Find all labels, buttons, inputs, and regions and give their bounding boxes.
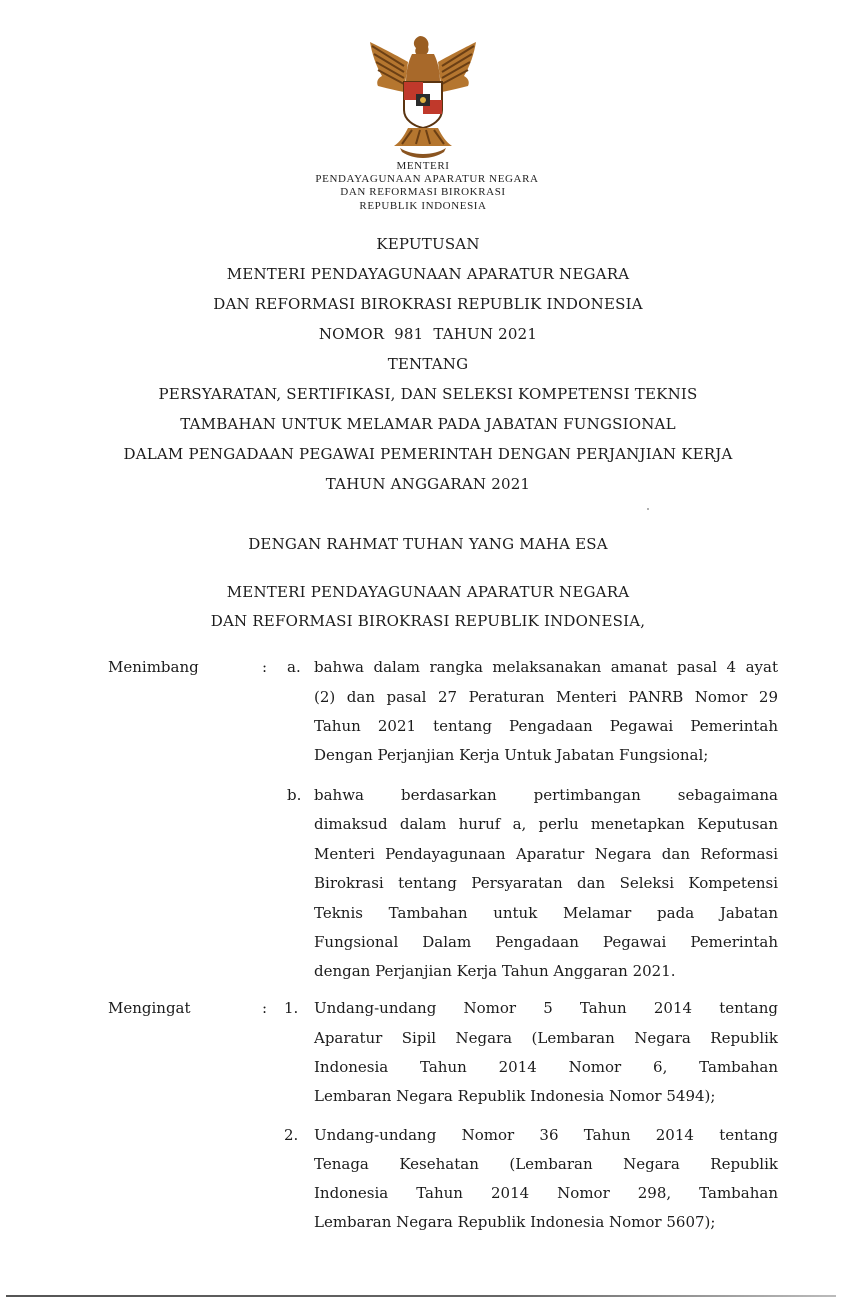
garuda-emblem-icon: [364, 32, 482, 160]
paragraph-line: (2) dan pasal 27 Peraturan Menteri PANRB Nomor 29: [314, 688, 778, 706]
paragraph-line: Undang-undang Nomor 5 Tahun 2014 tentang: [314, 999, 778, 1017]
paragraph-line: Tenaga Kesehatan (Lembaran Negara Republik: [314, 1155, 778, 1173]
paragraph-line: Birokrasi tentang Persyaratan dan Seleksi Kompetensi: [314, 874, 778, 892]
item-marker: a.: [287, 658, 301, 676]
paragraph-line: Tahun 2021 tentang Pengadaan Pegawai Pemerintah: [314, 717, 778, 735]
paragraph-line: Undang-undang Nomor 36 Tahun 2014 tentang: [314, 1126, 778, 1144]
scan-speck: [647, 508, 649, 510]
letterhead-minister: MENTERI: [396, 160, 450, 172]
paragraph-line: Dengan Perjanjian Kerja Untuk Jabatan Fungsional;: [314, 746, 709, 764]
issuer-line-2: DAN REFORMASI BIROKRASI REPUBLIK INDONESIA: [213, 295, 643, 313]
subject-line-2: TAMBAHAN UNTUK MELAMAR PADA JABATAN FUNGSIONAL: [180, 415, 676, 433]
paragraph-line: Lembaran Negara Republik Indonesia Nomor 5607);: [314, 1213, 716, 1231]
document-type: KEPUTUSAN: [376, 235, 480, 253]
paragraph-line: Teknis Tambahan untuk Melamar pada Jabatan: [314, 904, 778, 922]
paragraph-line: Menteri Pendayagunaan Aparatur Negara dan Reformasi: [314, 845, 778, 863]
menimbang-label: Menimbang: [108, 658, 199, 676]
paragraph-line: Indonesia Tahun 2014 Nomor 298, Tambahan: [314, 1184, 778, 1202]
issuer-line-1: MENTERI PENDAYAGUNAAN APARATUR NEGARA: [226, 265, 630, 283]
decree-number: NOMOR 981 TAHUN 2021: [318, 325, 538, 343]
paragraph-line: dimaksud dalam huruf a, perlu menetapkan Keputusan: [314, 815, 778, 833]
paragraph-line: bahwa berdasarkan pertimbangan sebagaimana: [314, 786, 778, 804]
paragraph-line: Indonesia Tahun 2014 Nomor 6, Tambahan: [314, 1058, 778, 1076]
subject-line-4: TAHUN ANGGARAN 2021: [325, 475, 531, 493]
paragraph-line: Aparatur Sipil Negara (Lembaran Negara Republik: [314, 1029, 778, 1047]
letterhead-country: REPUBLIK INDONESIA: [359, 200, 487, 212]
scan-edge-line: [6, 1295, 836, 1297]
subject-line-3: DALAM PENGADAAN PEGAWAI PEMERINTAH DENGAN PERJANJIAN KERJA: [123, 445, 733, 463]
letterhead-ministry-name-2: DAN REFORMASI BIROKRASI: [340, 186, 506, 198]
item-marker: 1.: [284, 999, 299, 1017]
paragraph-line: Fungsional Dalam Pengadaan Pegawai Pemerintah: [314, 933, 778, 951]
item-marker: 2.: [284, 1126, 299, 1144]
mengingat-colon: :: [262, 999, 268, 1017]
about-label: TENTANG: [387, 355, 469, 373]
paragraph-line: dengan Perjanjian Kerja Tahun Anggaran 2021.: [314, 962, 676, 980]
minister-line-2: DAN REFORMASI BIROKRASI REPUBLIK INDONESIA,: [210, 612, 646, 630]
blessing-line: DENGAN RAHMAT TUHAN YANG MAHA ESA: [248, 535, 608, 553]
item-marker: b.: [287, 786, 302, 804]
paragraph-line: bahwa dalam rangka melaksanakan amanat pasal 4 ayat: [314, 658, 778, 676]
mengingat-label: Mengingat: [108, 999, 191, 1017]
subject-line-1: PERSYARATAN, SERTIFIKASI, DAN SELEKSI KOMPETENSI TEKNIS: [158, 385, 698, 403]
letterhead-ministry-name: PENDAYAGUNAAN APARATUR NEGARA: [315, 173, 539, 185]
menimbang-colon: :: [262, 658, 268, 676]
minister-line-1: MENTERI PENDAYAGUNAAN APARATUR NEGARA: [226, 583, 630, 601]
paragraph-line: Lembaran Negara Republik Indonesia Nomor 5494);: [314, 1087, 716, 1105]
